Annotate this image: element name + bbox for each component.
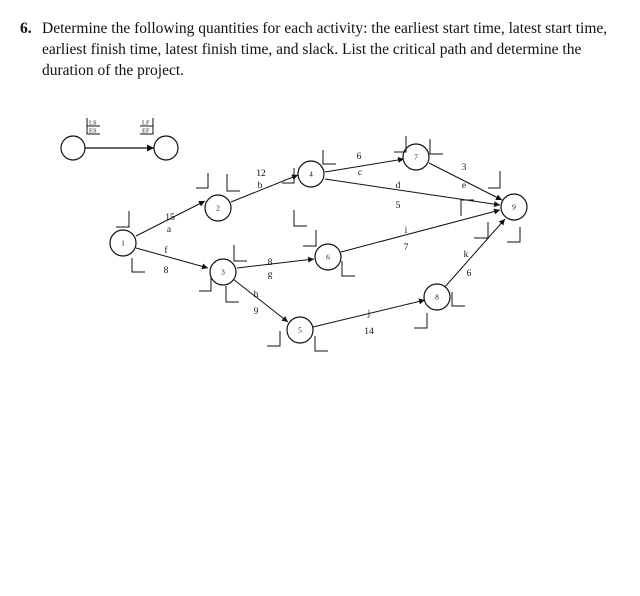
legend-lf: LF — [142, 119, 150, 127]
arrow-d — [325, 179, 500, 205]
activity-label-k: k — [463, 250, 469, 260]
node-label-5: 5 — [298, 325, 302, 335]
activity-duration-b: 12 — [256, 169, 266, 179]
timebox-node8-finish — [452, 292, 465, 306]
timebox-node7-start — [394, 136, 406, 152]
activity-duration-d: 5 — [395, 201, 401, 211]
timebox-node1-finish — [132, 258, 145, 272]
node-label-3: 3 — [221, 267, 225, 277]
timebox-node6-start — [303, 230, 316, 246]
node-label-4: 4 — [309, 169, 313, 179]
timebox-node7-finish — [430, 139, 443, 154]
activity-duration-k: 6 — [466, 269, 472, 279]
activity-duration-c: 6 — [356, 152, 362, 162]
activity-label-g: g — [267, 270, 273, 280]
question-text: Determine the following quantities for each activity: the earliest start time, latest start time, earliest finish time, latest finish time, and slack. List the critical path and determine the duration of the project. — [42, 20, 608, 79]
timebox-node5-start — [267, 331, 280, 346]
node-label-7: 7 — [414, 152, 418, 162]
timebox-node9-start — [488, 171, 500, 188]
activity-duration-g: 8 — [267, 258, 273, 268]
timebox-node9-finish — [474, 222, 488, 238]
legend-es: ES — [89, 127, 97, 135]
timebox-node6-finish — [342, 261, 355, 276]
timebox-node4-finish — [323, 150, 336, 164]
node-label-1: 1 — [121, 238, 125, 248]
timebox-loose-1 — [294, 210, 307, 226]
timebox-node1-start — [116, 211, 129, 227]
legend-ls: LS — [89, 119, 97, 127]
timebox-node8-start — [414, 313, 427, 328]
question-number: 6. — [20, 20, 32, 37]
activity-label-b: b — [257, 181, 263, 191]
legend-end-node — [154, 136, 178, 160]
legend-ef: EF — [142, 127, 150, 135]
timebox-node5-finish — [315, 336, 328, 351]
arrow-b — [231, 175, 298, 202]
timebox-node3-start — [199, 276, 211, 291]
arrow-h — [233, 279, 288, 322]
node-label-6: 6 — [326, 252, 330, 262]
node-label-2: 2 — [216, 203, 220, 213]
arrow-c — [325, 159, 404, 172]
activity-duration-j: 14 — [364, 327, 374, 337]
activity-duration-h: 9 — [253, 307, 259, 317]
activity-label-c: c — [357, 168, 363, 178]
activity-label-d: d — [395, 181, 401, 191]
activity-duration-a: 15 — [165, 213, 175, 223]
legend — [61, 118, 178, 160]
node-label-9: 9 — [512, 202, 516, 212]
timebox-node9-mid — [461, 200, 474, 216]
activity-duration-i: 7 — [403, 243, 409, 253]
timebox-node9-finish2 — [507, 227, 520, 242]
arrow-f — [136, 248, 208, 268]
activity-label-a: a — [166, 225, 172, 235]
activity-label-j: j — [367, 309, 371, 319]
timebox-node2-start — [196, 173, 208, 188]
legend-start-node — [61, 136, 85, 160]
timebox-node3-mid — [234, 245, 247, 261]
activity-label-f: f — [164, 246, 168, 256]
timebox-node3-finish — [226, 286, 239, 302]
activity-duration-f: 8 — [163, 266, 169, 276]
activity-label-i: i — [404, 226, 408, 236]
arrow-g — [237, 259, 314, 268]
arrow-k — [444, 219, 505, 288]
activity-duration-e: 3 — [461, 163, 467, 173]
activity-label-e: e — [461, 181, 467, 191]
arrow-i — [341, 210, 500, 252]
activity-label-h: h — [253, 290, 259, 300]
timebox-node2-finish — [227, 174, 240, 191]
node-label-8: 8 — [435, 292, 439, 302]
